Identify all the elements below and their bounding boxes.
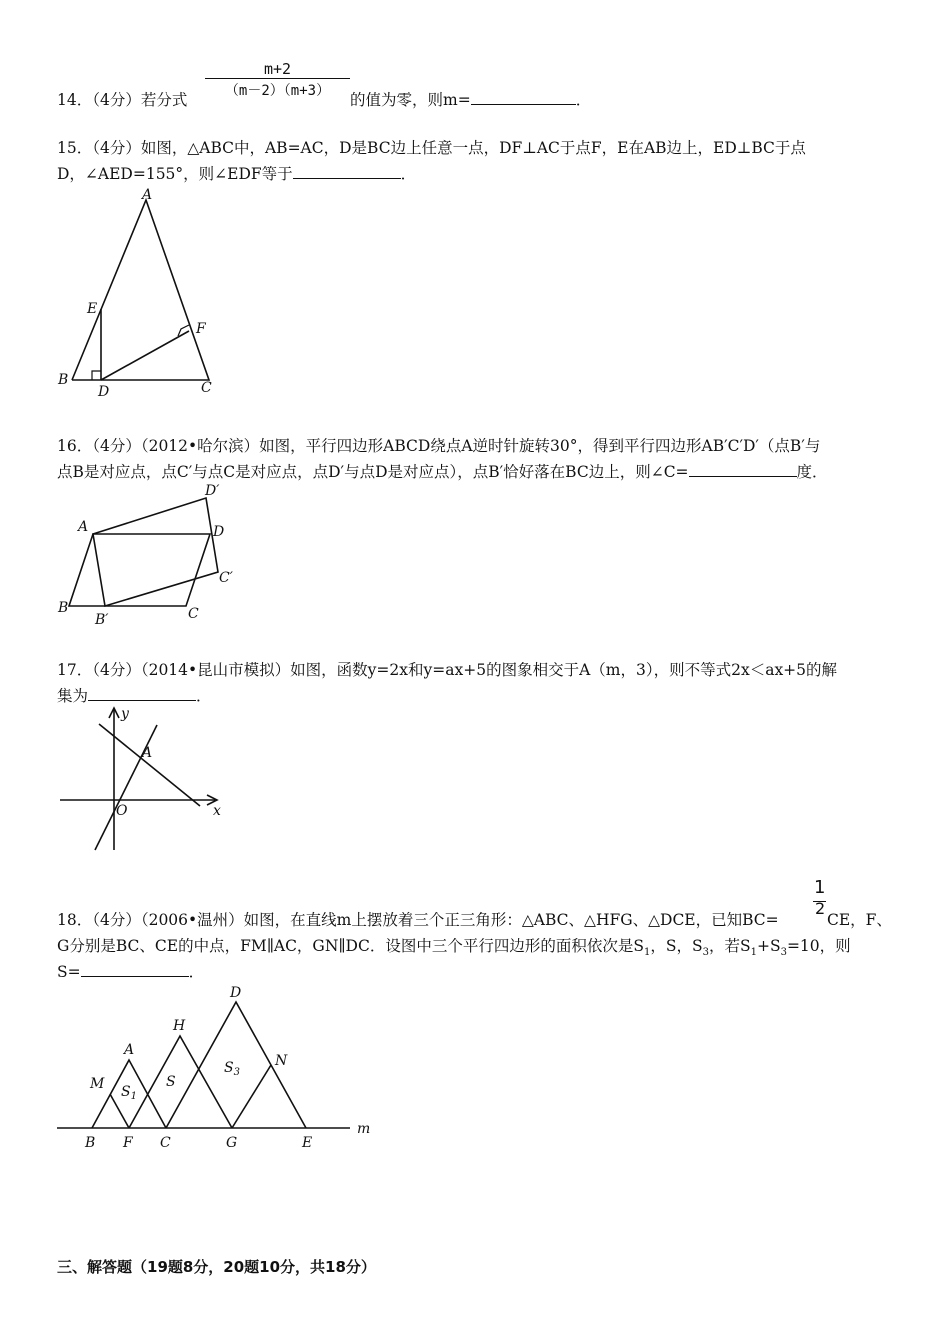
q18-label-s3-sub: 3: [233, 1067, 240, 1078]
q18-line2-mid3: +S: [756, 937, 781, 955]
q15-line1: 15．（4分）如图，△ABC中，AB=AC，D是BC边上任意一点，DF⊥AC于点F，E在AB边上，ED⊥BC于点: [57, 139, 806, 157]
q18-triangle-hfg: [129, 1036, 232, 1128]
q18-label-c: C: [160, 1135, 171, 1151]
q18-label-d: D: [230, 985, 242, 1001]
q15-label-e: E: [87, 301, 98, 317]
q18-label-e: E: [302, 1135, 313, 1151]
q14-suffix: 的值为零，则m=: [350, 91, 471, 109]
q14-prefix: 14．（4分）若分式: [57, 91, 188, 109]
q18-line2-sub3b: 3: [780, 947, 787, 959]
q14-answer-blank[interactable]: [471, 90, 576, 105]
q15-label-c: C: [201, 380, 212, 396]
q17-figure: [55, 700, 255, 860]
q16-label-bp: B′: [95, 612, 109, 628]
q18-figure: [55, 980, 395, 1160]
q18-line2-sub1: 1: [643, 947, 651, 959]
q17-label-o: O: [116, 803, 128, 819]
q16-line1: 16．（4分）（2012•哈尔滨）如图，平行四边形ABCD绕点A逆时针旋转30°，得到平行四边形AB′C′D′（点B′与: [57, 437, 821, 455]
q14-fraction-bar: [205, 78, 350, 79]
q18-line2-sub3: 3: [702, 947, 709, 959]
q18-frac-den: 2: [815, 899, 826, 918]
q15-answer-blank[interactable]: [293, 164, 401, 179]
q18-label-s: S: [166, 1074, 176, 1090]
q14-denominator: （m－2）（m+3）: [224, 83, 331, 99]
q15-right-angle-d: [92, 371, 101, 380]
q17-line2: 集为: [57, 687, 89, 705]
q18-line1b: CE，F、: [827, 911, 892, 929]
section3-title: 三、解答题（19题8分，20题10分，共18分）: [57, 1258, 376, 1276]
q15-line2: D，∠AED=155°，则∠EDF等于: [57, 165, 293, 183]
q16-label-b: B: [58, 600, 69, 616]
q18-line2-mid2: ，若S: [708, 937, 751, 955]
q18-line2-sub1b: 1: [750, 947, 757, 959]
q15-label-f: F: [196, 321, 206, 337]
q18-label-s1-main: S: [121, 1084, 131, 1100]
q18-label-a: A: [124, 1042, 135, 1058]
q16-label-d: D: [213, 524, 225, 540]
q15-triangle-abc: [72, 200, 209, 380]
q18-line3: S=: [57, 963, 81, 981]
q18-label-s1: [121, 1084, 137, 1102]
q15-end: ．: [400, 165, 417, 183]
q18-frac-num: 1: [814, 877, 826, 898]
q17-end: ．: [196, 687, 212, 705]
q15-label-b: B: [58, 372, 69, 388]
q18-label-line-m: m: [357, 1121, 371, 1137]
q17-label-y: y: [121, 706, 129, 722]
q18-label-n: N: [275, 1053, 288, 1069]
q14-end: ．: [575, 91, 592, 109]
q18-label-h: H: [173, 1018, 186, 1034]
q17-label-a: A: [142, 745, 153, 761]
q17-line1: 17．（4分）（2014•昆山市模拟）如图，函数y=2x和y=ax+5的图象相交于A（m，3），则不等式2x＜ax+5的解: [57, 661, 838, 679]
q18-line2-wrap: [57, 934, 851, 958]
q16-label-c: C: [188, 606, 199, 622]
q18-label-s1-sub: 1: [130, 1091, 137, 1102]
q15-figure: [50, 188, 310, 408]
q18-line2-end: =10，则: [786, 937, 851, 955]
q18-line1a: 18．（4分）（2006•温州）如图，在直线m上摆放着三个正三角形：△ABC、△HFG、△DCE，已知BC=: [57, 911, 779, 929]
q15-label-d: D: [98, 384, 110, 400]
q17-answer-blank[interactable]: [88, 686, 196, 701]
q18-answer-blank[interactable]: [81, 962, 189, 977]
q18-label-s3: [224, 1060, 240, 1078]
q15-label-a: A: [142, 187, 153, 203]
q18-line3-wrap: [57, 960, 204, 982]
q16-parallelogram-abpcpdp: [93, 498, 218, 606]
q18-label-g: G: [226, 1135, 238, 1151]
q18-end: ．: [188, 963, 205, 981]
q16-figure: [50, 478, 310, 638]
q16-end: 度．: [796, 463, 828, 481]
q16-label-cp: C′: [219, 570, 233, 586]
q18-label-s3-main: S: [224, 1060, 234, 1076]
q16-answer-blank[interactable]: [689, 462, 797, 477]
q15-segment-df: [101, 331, 189, 380]
q16-label-a: A: [78, 519, 89, 535]
q16-line2: 点B是对应点，点C′与点C是对应点，点D′与点D是对应点），点B′恰好落在BC边上，则∠C=: [57, 463, 689, 481]
q15-line2-wrap: [57, 162, 416, 184]
q18-line2-mid: ，S，S: [650, 937, 703, 955]
q17-line-y2x: [95, 725, 157, 850]
q18-label-f: F: [123, 1135, 133, 1151]
q18-label-b: B: [85, 1135, 96, 1151]
q14-text: [350, 88, 591, 110]
q18-line2: G分别是BC、CE的中点，FM∥AC，GN∥DC．设图中三个平行四边形的面积依次是S: [57, 937, 644, 955]
q18-label-m: M: [90, 1076, 105, 1092]
q17-label-x: x: [213, 803, 221, 819]
q16-label-dp: D′: [205, 483, 220, 499]
q14-numerator: m+2: [263, 60, 292, 78]
